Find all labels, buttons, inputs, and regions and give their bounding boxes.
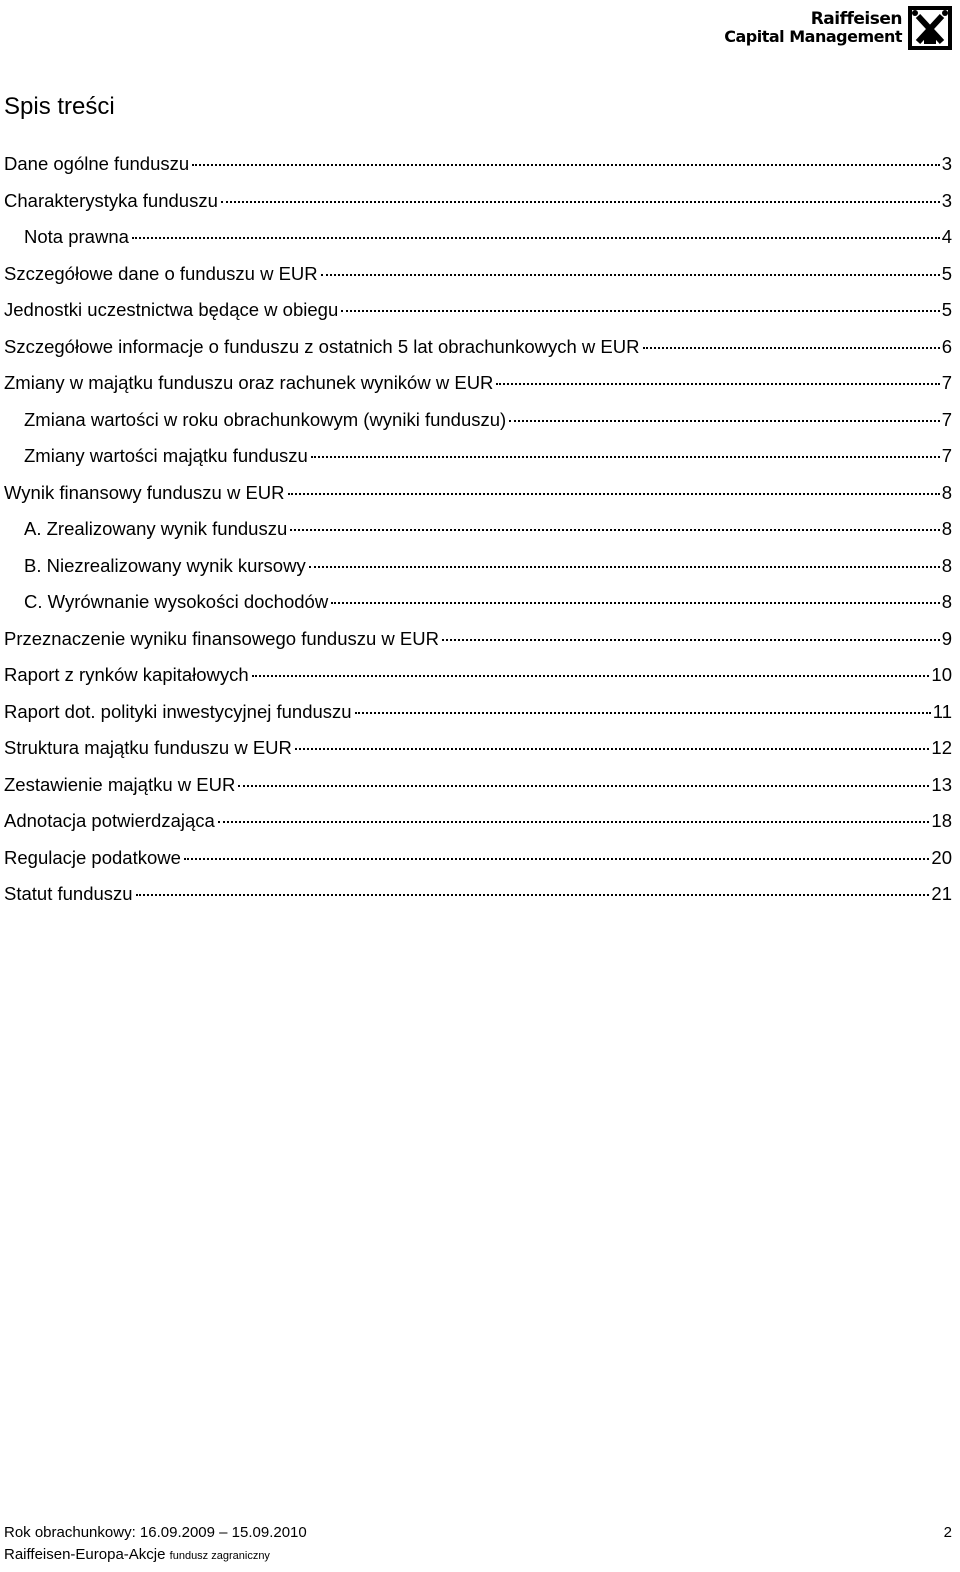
toc-entry-page: 12 <box>931 737 952 758</box>
toc-dot-leader <box>238 785 929 787</box>
toc-entry[interactable] <box>4 183 952 220</box>
toc-entry-label: Raport dot. polityki inwestycyjnej funduszu <box>4 700 352 722</box>
toc-entry-label: Adnotacja potwierdzająca <box>4 810 215 831</box>
toc-entry-label: Dane ogólne funduszu <box>4 153 190 174</box>
toc-entry-page: 7 <box>941 408 952 430</box>
toc-entry-page: 18 <box>931 810 952 831</box>
footer-page-number: 2 <box>943 1524 952 1541</box>
logo-wordmark <box>724 11 902 45</box>
toc-dot-leader <box>355 712 931 714</box>
toc-entry-label: Zmiana wartości w roku obrachunkowym (wyniki funduszu) <box>24 408 507 430</box>
toc-entry-label: Regulacje podatkowe <box>4 846 181 868</box>
toc-entry-page: 4 <box>941 226 952 247</box>
toc-dot-leader <box>341 310 939 312</box>
toc-entry[interactable] <box>4 146 952 183</box>
toc-entry-page: 13 <box>931 773 952 795</box>
toc-list <box>4 146 952 913</box>
toc-entry[interactable] <box>4 876 952 913</box>
toc-entry-page: 9 <box>941 627 952 649</box>
toc-entry-label: Wynik finansowy funduszu w EUR <box>4 481 285 503</box>
toc-dot-leader <box>643 347 940 349</box>
footer-fund <box>4 1544 270 1567</box>
footer-period: Rok obrachunkowy: 16.09.2009 – 15.09.2010 <box>4 1524 307 1541</box>
toc-entry-label: Zmiany wartości majątku funduszu <box>24 445 308 466</box>
toc-entry[interactable] <box>4 292 952 329</box>
toc-entry-label: C. Wyrównanie wysokości dochodów <box>24 591 329 612</box>
toc-dot-leader <box>252 675 930 677</box>
toc-entry-page: 8 <box>941 518 952 539</box>
toc-dot-leader <box>290 529 939 531</box>
toc-entry[interactable] <box>4 402 952 439</box>
toc-entry[interactable] <box>4 511 952 548</box>
toc-entry[interactable] <box>4 694 952 731</box>
toc-entry[interactable] <box>4 840 952 877</box>
toc-dot-leader <box>221 201 940 203</box>
toc-dot-leader <box>184 858 930 860</box>
toc-entry[interactable] <box>4 365 952 402</box>
toc-entry[interactable] <box>4 767 952 804</box>
toc-dot-leader <box>309 566 940 568</box>
toc-dot-leader <box>136 894 930 896</box>
company-logo <box>724 6 952 50</box>
toc-entry-label: Struktura majątku funduszu w EUR <box>4 737 292 758</box>
toc-title: Spis treści <box>4 93 115 120</box>
toc-entry-page: 8 <box>941 591 952 612</box>
toc-entry[interactable] <box>4 621 952 658</box>
toc-entry[interactable] <box>4 730 952 767</box>
toc-entry-label: A. Zrealizowany wynik funduszu <box>24 518 288 539</box>
footer-fund-type: fundusz zagraniczny <box>169 1550 270 1562</box>
toc-entry-label: Zmiany w majątku funduszu oraz rachunek wyników w EUR <box>4 372 494 393</box>
toc-entry-label: Nota prawna <box>24 226 129 247</box>
toc-entry-page: 3 <box>941 153 952 174</box>
toc-entry-page: 11 <box>932 700 952 722</box>
toc-entry-page: 5 <box>941 262 952 284</box>
toc-entry[interactable] <box>4 256 952 293</box>
toc-entry-label: Raport z rynków kapitałowych <box>4 664 249 685</box>
toc-dot-leader <box>295 748 930 750</box>
toc-dot-leader <box>331 602 940 604</box>
toc-entry-page: 21 <box>931 883 952 904</box>
toc-entry[interactable] <box>4 329 952 366</box>
toc-entry-label: Szczegółowe dane o funduszu w EUR <box>4 262 318 284</box>
toc-dot-leader <box>496 383 939 385</box>
toc-entry-label: Statut funduszu <box>4 883 133 904</box>
toc-entry-label: Przeznaczenie wyniku finansowego funduszu w EUR <box>4 627 439 649</box>
toc-dot-leader <box>442 639 940 641</box>
logo-line-2: Capital Management <box>724 27 902 46</box>
toc-entry-page: 6 <box>941 335 952 357</box>
toc-entry-label: B. Niezrealizowany wynik kursowy <box>24 554 306 576</box>
toc-dot-leader <box>132 237 940 239</box>
toc-entry[interactable] <box>4 584 952 621</box>
toc-dot-leader <box>288 493 940 495</box>
page-footer <box>4 1522 952 1567</box>
toc-entry-page: 7 <box>941 372 952 393</box>
toc-entry-label: Zestawienie majątku w EUR <box>4 773 236 795</box>
toc-entry[interactable] <box>4 803 952 840</box>
footer-fund-name: Raiffeisen-Europa-Akcje <box>4 1546 166 1563</box>
toc-entry[interactable] <box>4 657 952 694</box>
toc-entry-label: Charakterystyka funduszu <box>4 189 218 211</box>
toc-entry-label: Jednostki uczestnictwa będące w obiegu <box>4 299 339 320</box>
toc-dot-leader <box>311 456 940 458</box>
toc-entry[interactable] <box>4 548 952 585</box>
toc-dot-leader <box>321 274 940 276</box>
toc-entry-page: 20 <box>931 846 952 868</box>
toc-dot-leader <box>218 821 930 823</box>
raiffeisen-crossed-gables-icon <box>908 6 952 50</box>
toc-entry-page: 8 <box>941 481 952 503</box>
toc-entry-page: 10 <box>931 664 952 685</box>
toc-entry[interactable] <box>4 438 952 475</box>
toc-entry-page: 5 <box>941 299 952 320</box>
toc-entry-label: Szczegółowe informacje o funduszu z ostatnich 5 lat obrachunkowych w EUR <box>4 335 640 357</box>
toc-entry-page: 8 <box>941 554 952 576</box>
toc-dot-leader <box>509 420 940 422</box>
toc-dot-leader <box>192 164 940 166</box>
toc-entry[interactable] <box>4 475 952 512</box>
toc-entry[interactable] <box>4 219 952 256</box>
logo-line-1: Raiffeisen <box>810 9 902 29</box>
toc-entry-page: 3 <box>941 189 952 211</box>
toc-entry-page: 7 <box>941 445 952 466</box>
